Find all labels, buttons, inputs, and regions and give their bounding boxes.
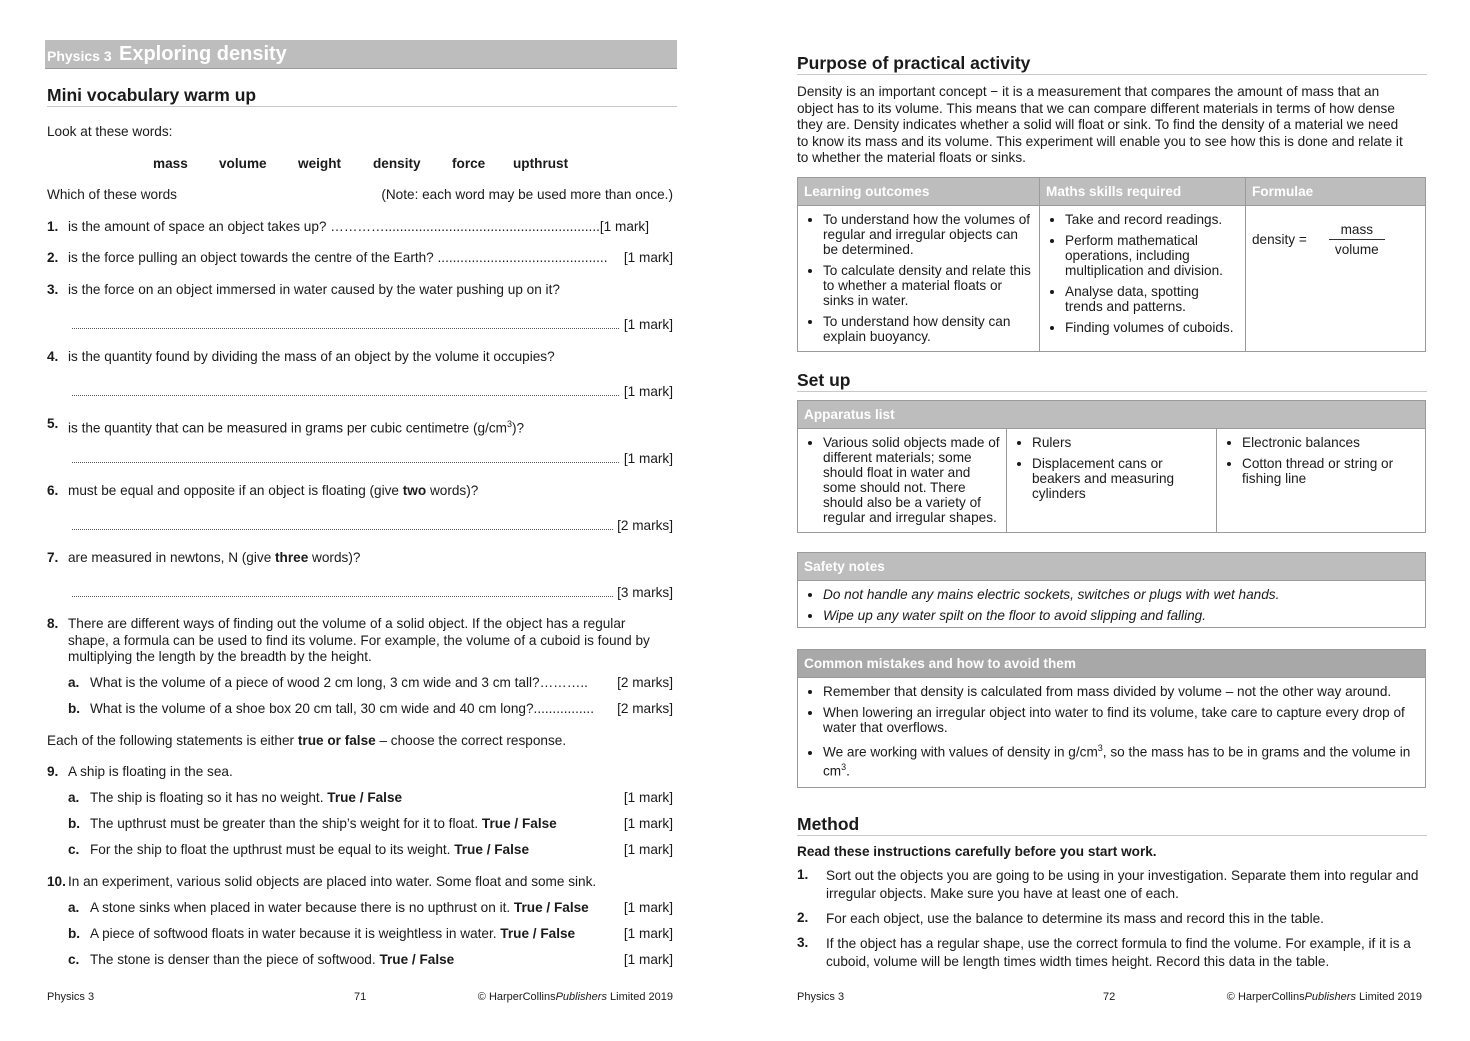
method-intro: Read these instructions carefully before you start work. [797, 844, 1157, 859]
step-number: 2. [797, 910, 809, 925]
page-title: Exploring density [119, 43, 287, 65]
mark-label: [1 mark] [623, 842, 673, 857]
list-item: • Various solid objects made of different materials; some should float in water and some should not. There should also be a variety of regular and irregular shapes. [823, 435, 1000, 525]
word-item: volume [219, 156, 267, 171]
setup-heading: Set up [797, 370, 851, 390]
word-item: density [373, 156, 421, 171]
subquestion-text: The ship is floating so it has no weight. True / False [90, 790, 403, 805]
true-false-choice[interactable]: True / False [513, 900, 589, 915]
maths-skills-cell [1040, 206, 1246, 352]
subquestion-text: A stone sinks when placed in water because there is no upthrust on it. True / False [90, 900, 589, 915]
list-item: • To calculate density and relate this to whether a material floats or sinks in water. [823, 263, 1033, 308]
list-item: • Finding volumes of cuboids. [1065, 320, 1239, 335]
subquestion-text: The upthrust must be greater than the ship’s weight for it to float. True / False [90, 816, 557, 831]
question-number: 1. [47, 219, 59, 234]
heading-rule [797, 835, 1427, 836]
table-header: Common mistakes and how to avoid them [798, 650, 1426, 678]
mistakes-cell [798, 678, 1426, 788]
list-item: • We are working with values of density in $g/cm^3$, so the mass has to be in grams and the volume in $cm^3$. [823, 741, 1419, 778]
mark-label: [1 mark] [623, 451, 673, 466]
step-text: Sort out the objects you are going to be using in your investigation. Separate them into regular and irregular objects. Make sure you have at least one of each. [826, 868, 1419, 901]
mark-label: [1 mark] [623, 816, 673, 831]
list-item: • Remember that density is calculated from mass divided by volume – not the other way around. [823, 684, 1419, 699]
true-false-choice[interactable]: True / False [481, 816, 557, 831]
list-item: • Perform mathematical operations, including multiplication and division. [1065, 233, 1239, 278]
list-item: • Cotton thread or string or fishing line [1242, 456, 1419, 486]
step-number: 1. [797, 867, 809, 882]
question-text: is the force pulling an object towards the centre of the Earth? ............................................. [68, 250, 608, 265]
title-subject: Physics 3 [47, 48, 112, 64]
left-page [47, 0, 673, 1041]
table-header: Learning outcomes [798, 178, 1040, 206]
footer-subject: Physics 3 [47, 991, 95, 1003]
mark-label: [2 marks] [617, 701, 673, 716]
apparatus-table [797, 400, 1426, 533]
word-item: upthrust [513, 156, 569, 171]
question-text: is the quantity found by dividing the mass of an object by the volume it occupies? [68, 349, 555, 364]
subquestion-text: What is the volume of a shoe box 20 cm tall, 30 cm wide and 40 cm long?................ [90, 701, 594, 716]
word-item: weight [298, 156, 342, 171]
list-item: • Do not handle any mains electric sockets, switches or plugs with wet hands. [823, 587, 1419, 602]
question-text-line: shape, a formula can be used to find its volume. For example, the volume of a cuboid is found by [68, 633, 650, 648]
subquestion-letter: a. [68, 675, 80, 690]
mark-label: [1 mark] [623, 317, 673, 332]
subquestion-text: The stone is denser than the piece of softwood. True / False [90, 952, 455, 967]
mark-label: [1 mark] [623, 384, 673, 399]
purpose-paragraph: Density is an important concept − it is a measurement that compares the amount of mass that an object has to its volume. This means that we can compare different materials in terms of how dense they are. Density indicates whether a solid will float or sink. To find the density of a material we need to know its mass and its volume. This experiment will enable you to see how this is done and relate it to whether the material floats or sinks. [797, 84, 1403, 165]
subquestion-letter: b. [68, 816, 81, 831]
page-title-bar [45, 40, 677, 69]
copyright: © HarperCollinsPublishers Limited 2019 [1226, 991, 1422, 1003]
answer-line[interactable] [72, 519, 613, 530]
table-header: Safety notes [798, 553, 1426, 581]
mistakes-table [797, 649, 1426, 788]
note-text: (Note: each word may be used more than once.) [381, 187, 673, 202]
question-text: must be equal and opposite if an object is floating (give two words)? [68, 483, 479, 498]
subquestion-letter: b. [68, 926, 81, 941]
list-item: • To understand how density can explain buoyancy. [823, 314, 1033, 344]
apparatus-cell [1007, 429, 1217, 533]
mark-label: [1 mark] [623, 250, 673, 265]
copyright: © HarperCollinsPublishers Limited 2019 [477, 991, 673, 1003]
question-text: is the force on an object immersed in water caused by the water pushing up on it? [68, 282, 560, 297]
table-header: Apparatus list [798, 401, 1426, 429]
subquestion-letter: b. [68, 701, 81, 716]
table-header: Formulae [1246, 178, 1426, 206]
mark-label: [1 mark] [623, 900, 673, 915]
subquestion-letter: a. [68, 900, 80, 915]
true-false-choice[interactable]: True / False [327, 790, 403, 805]
learning-outcomes-cell [798, 206, 1040, 352]
mark-label: [1 mark] [623, 926, 673, 941]
question-number: 8. [47, 616, 59, 631]
question-number: 6. [47, 483, 59, 498]
list-item: • Analyse data, spotting trends and patterns. [1065, 284, 1239, 314]
footer-subject: Physics 3 [797, 991, 845, 1003]
question-text-line: There are different ways of finding out the volume of a solid object. If the object has a regular [68, 616, 626, 631]
question-text: A ship is floating in the sea. [68, 764, 233, 779]
question-text: In an experiment, various solid objects are placed into water. Some float and some sink. [68, 874, 597, 889]
which-text: Which of these words [47, 187, 177, 202]
true-false-choice[interactable]: True / False [454, 842, 530, 857]
question-number: 5. [47, 416, 59, 431]
list-item: • When lowering an irregular object into water to find its volume, take care to capture every drop of water that overflows. [823, 705, 1419, 735]
question-number: 7. [47, 550, 59, 565]
outcomes-table [797, 177, 1426, 352]
density-formula: density = $\frac{\text{mass}}{\text{volume}}$ [1252, 222, 1419, 257]
safety-cell [798, 581, 1426, 628]
apparatus-cell [1217, 429, 1426, 533]
subquestion-text: A piece of softwood floats in water because it is weightless in water. True / False [90, 926, 576, 941]
subquestion-letter: a. [68, 790, 80, 805]
heading-rule [797, 391, 1427, 392]
answer-line[interactable] [72, 385, 619, 396]
list-item: • Displacement cans or beakers and measuring cylinders [1032, 456, 1210, 501]
mark-label: [1 mark] [623, 790, 673, 805]
method-heading: Method [797, 814, 860, 834]
question-number: 9. [47, 764, 59, 779]
subquestion-text: For the ship to float the upthrust must be equal to its weight. True / False [90, 842, 530, 857]
list-item: • To understand how the volumes of regular and irregular objects can be determined. [823, 212, 1033, 257]
answer-line[interactable] [72, 318, 619, 329]
safety-table [797, 552, 1426, 628]
question-number: 3. [47, 282, 59, 297]
mark-label: [3 marks] [617, 585, 673, 600]
true-false-choice[interactable]: True / False [500, 926, 576, 941]
page-number: 71 [354, 991, 367, 1003]
question-number: 10. [47, 874, 66, 889]
formulae-cell [1246, 206, 1426, 352]
list-item: • Electronic balances [1242, 435, 1419, 450]
right-page [797, 0, 1426, 1041]
true-false-choice[interactable]: True / False [379, 952, 455, 967]
answer-line[interactable] [72, 452, 619, 463]
step-text: For each object, use the balance to determine its mass and record this in the table. [826, 911, 1324, 926]
intro-text: Look at these words: [47, 124, 173, 139]
question-number: 2. [47, 250, 59, 265]
step-number: 3. [797, 935, 809, 950]
question-number: 4. [47, 349, 59, 364]
mark-label: [2 marks] [617, 675, 673, 690]
subquestion-text: What is the volume of a piece of wood 2 cm long, 3 cm wide and 3 cm tall?……….. [90, 675, 588, 690]
page-number: 72 [1103, 991, 1116, 1003]
answer-line[interactable] [72, 586, 613, 597]
mark-label: [2 marks] [617, 518, 673, 533]
heading-rule [47, 106, 677, 107]
question-text-line: multiplying the length by the breadth by the height. [68, 649, 372, 664]
subquestion-letter: c. [68, 842, 80, 857]
word-item: force [452, 156, 486, 171]
table-header: Maths skills required [1040, 178, 1246, 206]
apparatus-cell [798, 429, 1007, 533]
word-item: mass [153, 156, 188, 171]
purpose-heading: Purpose of practical activity [797, 53, 1031, 73]
list-item: • Rulers [1032, 435, 1210, 450]
question-text: is the amount of space an object takes up? ………….........................................................[1 mark] [68, 219, 649, 234]
mark-label: [1 mark] [623, 952, 673, 967]
question-text: is the quantity that can be measured in grams per cubic centimetre $(g/cm^3)$? [68, 419, 525, 436]
true-false-instruction: Each of the following statements is either true or false – choose the correct response. [47, 733, 567, 748]
list-item: • Take and record readings. [1065, 212, 1239, 227]
subquestion-letter: c. [68, 952, 80, 967]
heading-rule [797, 74, 1427, 75]
question-text: are measured in newtons, N (give three words)? [68, 550, 361, 565]
vocab-heading: Mini vocabulary warm up [47, 85, 257, 105]
list-item: • Wipe up any water spilt on the floor to avoid slipping and falling. [823, 608, 1419, 623]
step-text: If the object has a regular shape, use the correct formula to find the volume. For example, if it is a cuboid, volume will be length times width times height. Record this data in the table. [826, 936, 1411, 969]
